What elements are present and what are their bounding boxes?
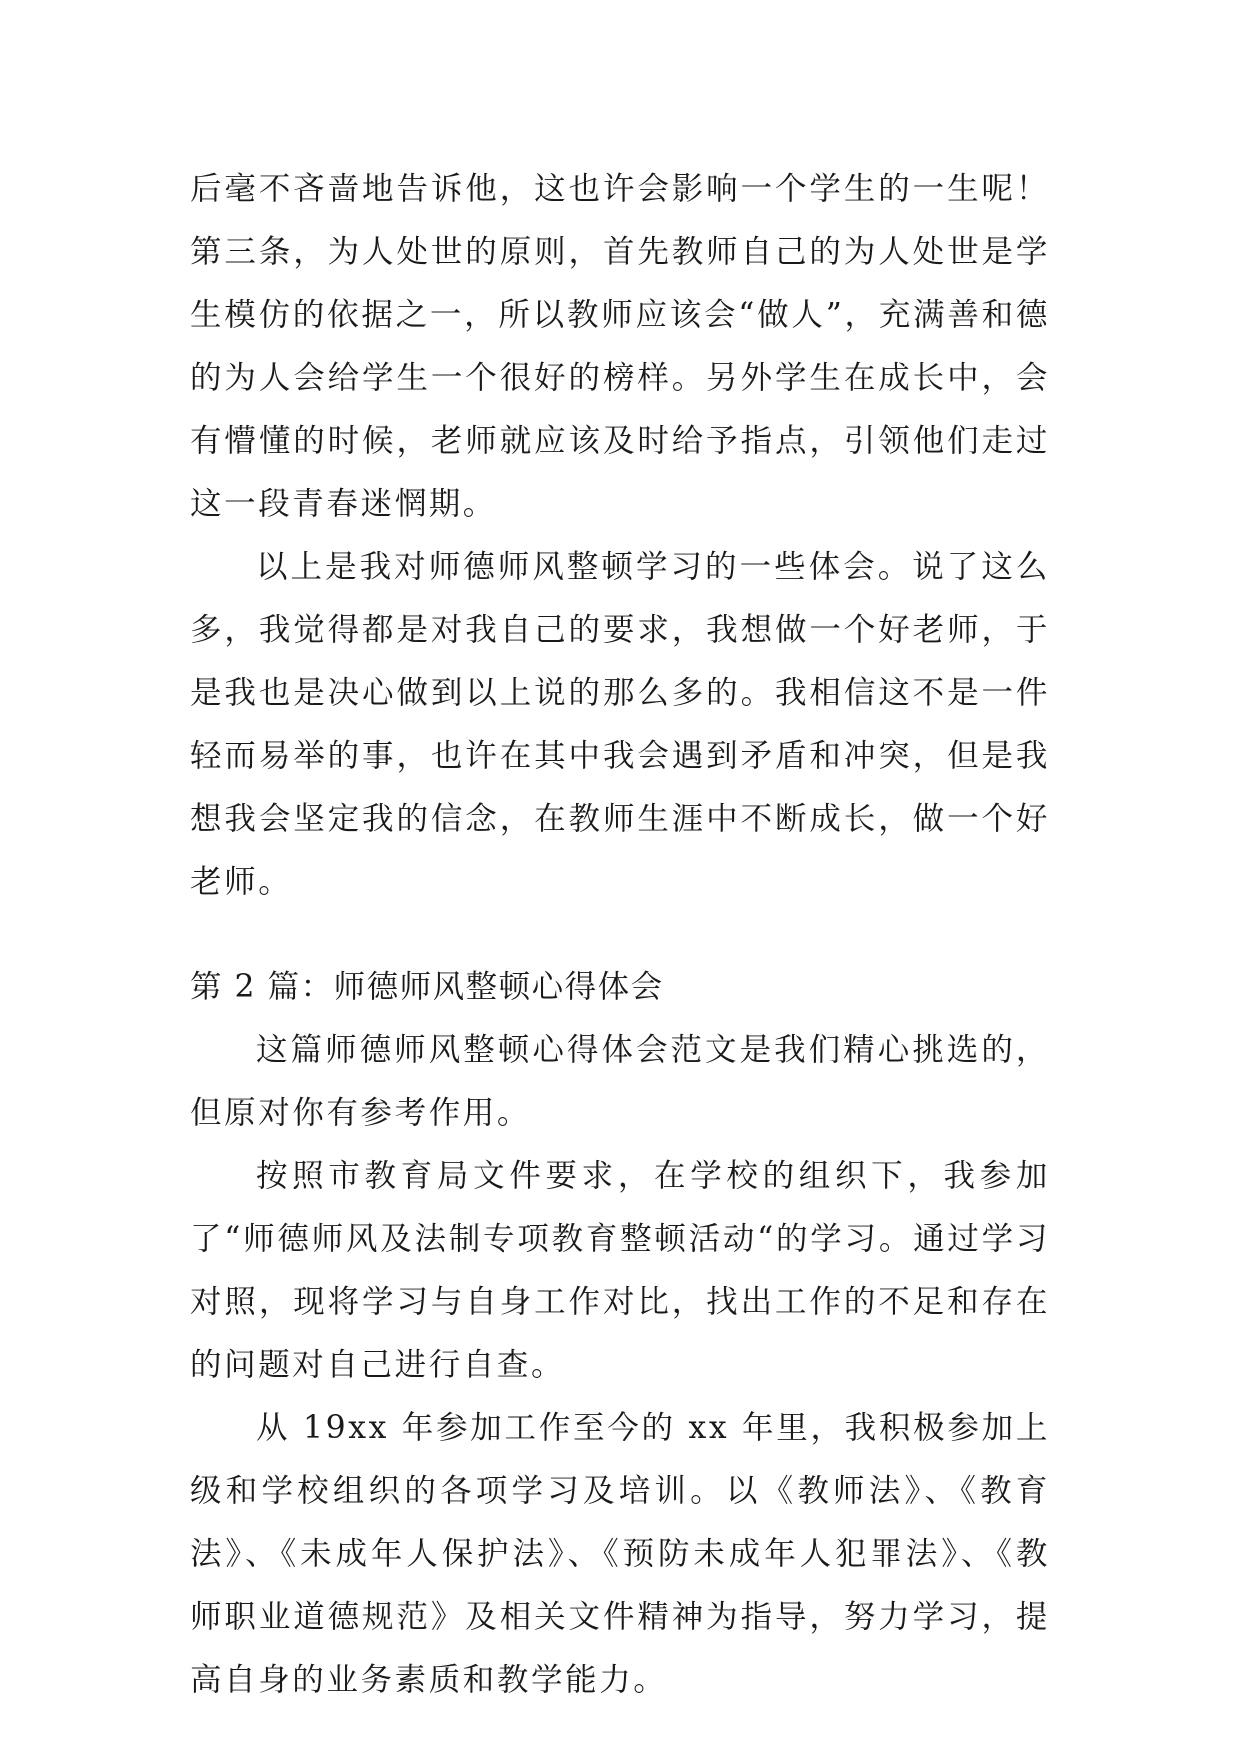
paragraph-work-history: 从 19xx 年参加工作至今的 xx 年里，我积极参加上级和学校组织的各项学习及培训。以《教师法》、《教育法》、《未成年人保护法》、《预防未成年人犯罪法》、《教师职业道德规范》及相关文件精神为指导，努力学习，提高自身的业务素质和教学能力。 xyxy=(190,1410,1050,1698)
paragraph-requirement: 按照市教育局文件要求，在学校的组织下，我参加了“师德师风及法制专项教育整顿活动“的学习。通过学习对照，现将学习与自身工作对比，找出工作的不足和存在的问题对自己进行自查。 xyxy=(190,1158,1050,1383)
section-gap xyxy=(190,914,1050,956)
document-body xyxy=(190,158,1050,1712)
paragraph-intro: 这篇师德师风整顿心得体会范文是我们精心挑选的，但原对你有参考作用。 xyxy=(190,1032,1050,1131)
paragraph-continuation: 后毫不吝啬地告诉他，这也许会影响一个学生的一生呢！第三条，为人处世的原则，首先教师自己的为人处世是学生模仿的依据之一，所以教师应该会“做人”，充满善和德的为人会给学生一个很好的榜样。另外学生在成长中，会有懵懂的时候，老师就应该及时给予指点，引领他们走过这一段青春迷惘期。 xyxy=(190,171,1050,522)
paragraph-summary: 以上是我对师德师风整顿学习的一些体会。说了这么多，我觉得都是对我自己的要求，我想做一个好老师，于是我也是决心做到以上说的那么多的。我相信这不是一件轻而易举的事，也许在其中我会遇到矛盾和冲突，但是我想我会坚定我的信念，在教师生涯中不断成长，做一个好老师。 xyxy=(190,549,1050,900)
section-heading: 第 2 篇：师德师风整顿心得体会 xyxy=(190,969,664,1005)
